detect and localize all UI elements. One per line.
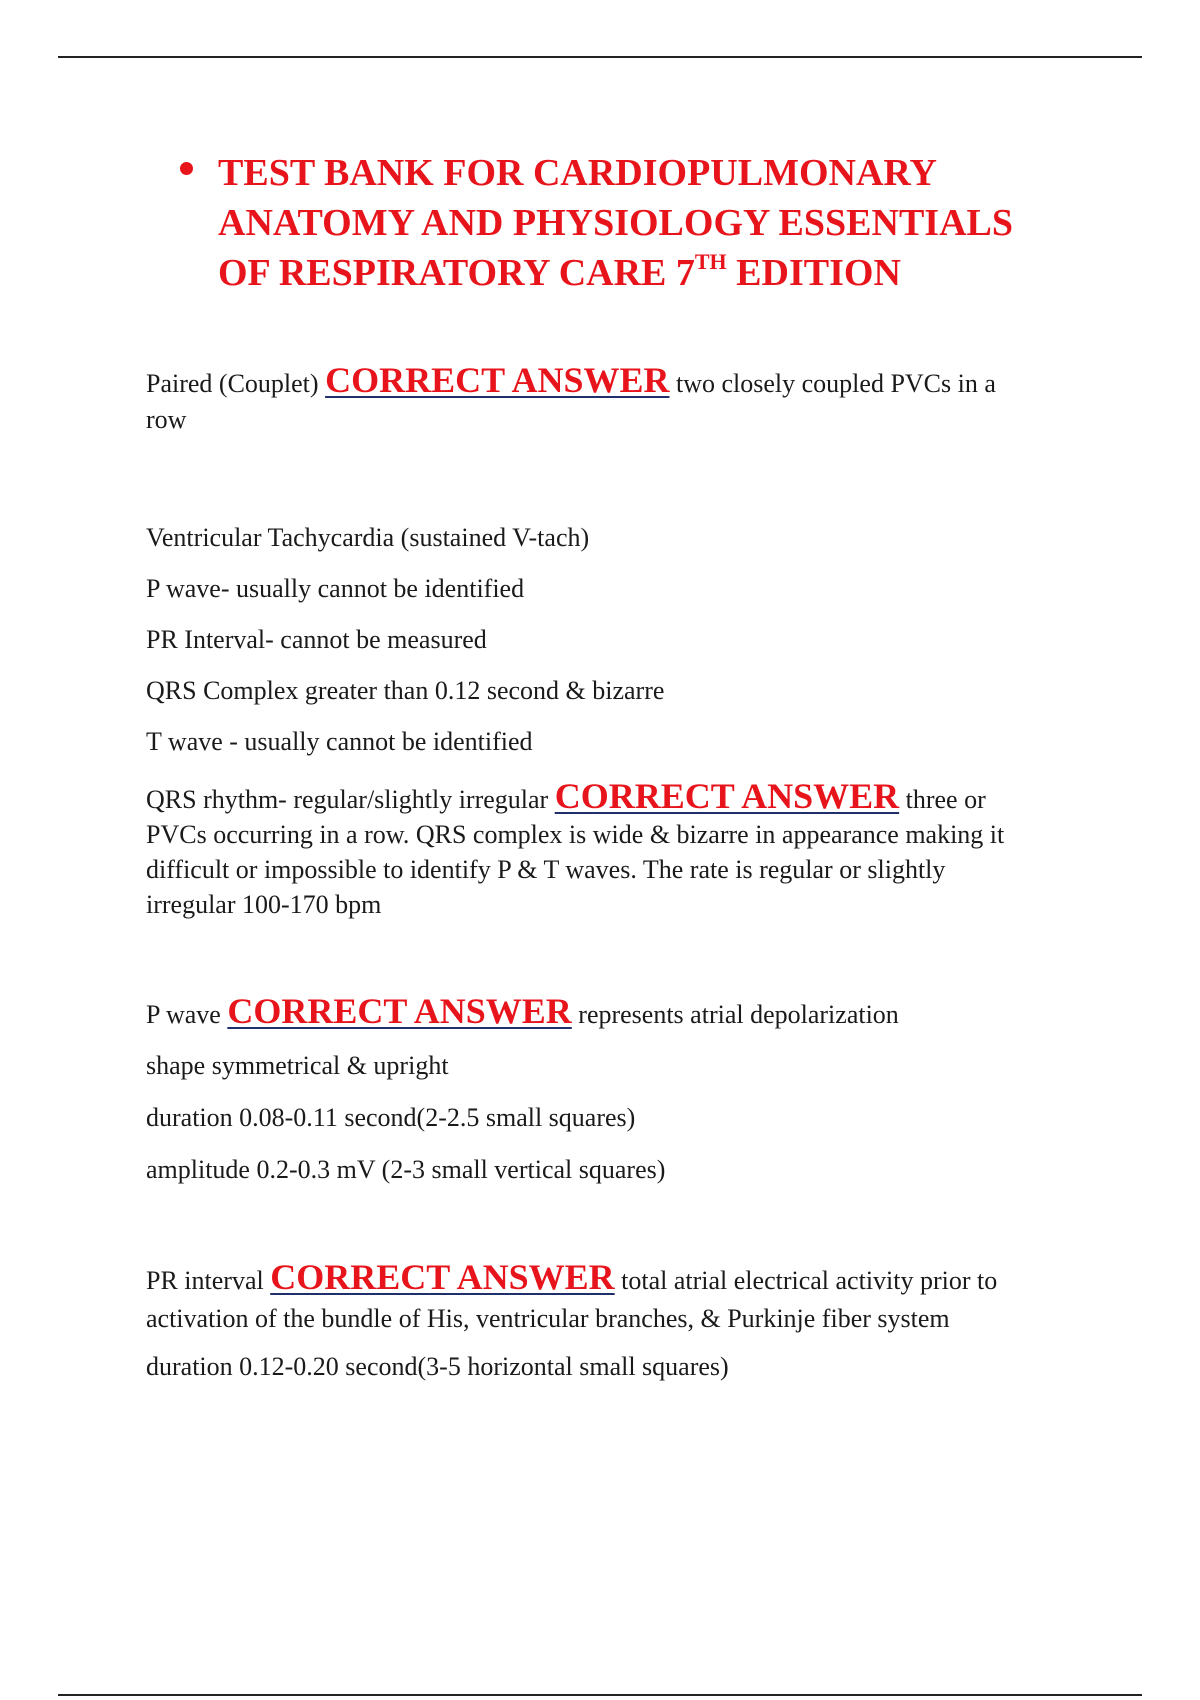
answer-pr-interval-cont: activation of the bundle of His, ventricular branches, & Purkinje fiber system — [146, 1304, 950, 1333]
entry-p-wave — [146, 992, 1086, 1196]
answer-p-wave: represents atrial depolarization — [578, 1000, 899, 1029]
vtach-line: QRS Complex greater than 0.12 second & bizarre — [146, 676, 665, 705]
answer-vtach-cont: irregular 100-170 bpm — [146, 890, 382, 919]
title-superscript: TH — [694, 249, 727, 274]
entry-couplet — [146, 362, 1086, 438]
entry-pr-interval-first-line — [146, 1258, 1086, 1300]
correct-answer-label: CORRECT ANSWER — [270, 1257, 615, 1297]
title-suffix: EDITION — [726, 252, 901, 294]
p-wave-detail: shape symmetrical & upright — [146, 1051, 449, 1080]
answer-vtach-cont: difficult or impossible to identify P & T waves. The rate is regular or slightly — [146, 855, 946, 884]
entry-vtach-qrs-line — [146, 776, 1086, 817]
top-rule — [58, 56, 1142, 58]
vtach-line: PR Interval- cannot be measured — [146, 625, 487, 654]
title-line-2: ANATOMY AND PHYSIOLOGY ESSENTIALS — [218, 202, 1013, 244]
document-title — [218, 148, 1100, 298]
p-wave-detail: amplitude 0.2-0.3 mV (2-3 small vertical squares) — [146, 1155, 666, 1184]
entry-vtach — [146, 512, 1086, 922]
term-qrs-rhythm: QRS rhythm- regular/slightly irregular — [146, 785, 549, 814]
title-line-3-text: OF RESPIRATORY CARE 7 — [218, 252, 695, 294]
term-p-wave: P wave — [146, 1000, 221, 1029]
answer-pr-interval: total atrial electrical activity prior to — [621, 1266, 998, 1295]
p-wave-detail: duration 0.08-0.11 second(2-2.5 small squares) — [146, 1103, 636, 1132]
entry-pr-interval — [146, 1258, 1086, 1392]
answer-vtach: three or — [905, 785, 986, 814]
vtach-line: P wave- usually cannot be identified — [146, 574, 525, 603]
entry-couplet-first-line — [146, 362, 1086, 402]
document-title-block — [180, 148, 1100, 298]
correct-answer-label: CORRECT ANSWER — [227, 991, 572, 1031]
bottom-rule — [58, 1694, 1142, 1696]
answer-vtach-cont: PVCs occurring in a row. QRS complex is wide & bizarre in appearance making it — [146, 820, 1005, 849]
correct-answer-label: CORRECT ANSWER — [554, 776, 900, 816]
title-line-3 — [218, 248, 1100, 298]
correct-answer-label: CORRECT ANSWER — [325, 360, 670, 400]
entry-p-wave-first-line — [146, 992, 1086, 1034]
term-pr-interval: PR interval — [146, 1266, 264, 1295]
answer-couplet-cont: row — [146, 405, 187, 434]
vtach-line: Ventricular Tachycardia (sustained V-tach) — [146, 523, 590, 552]
term-couplet: Paired (Couplet) — [146, 369, 319, 398]
pr-interval-detail: duration 0.12-0.20 second(3-5 horizontal small squares) — [146, 1352, 729, 1381]
title-line-1: TEST BANK FOR CARDIOPULMONARY — [218, 152, 937, 194]
answer-couplet: two closely coupled PVCs in a — [676, 369, 996, 398]
vtach-line: T wave - usually cannot be identified — [146, 727, 533, 756]
bullet-icon — [180, 162, 193, 175]
